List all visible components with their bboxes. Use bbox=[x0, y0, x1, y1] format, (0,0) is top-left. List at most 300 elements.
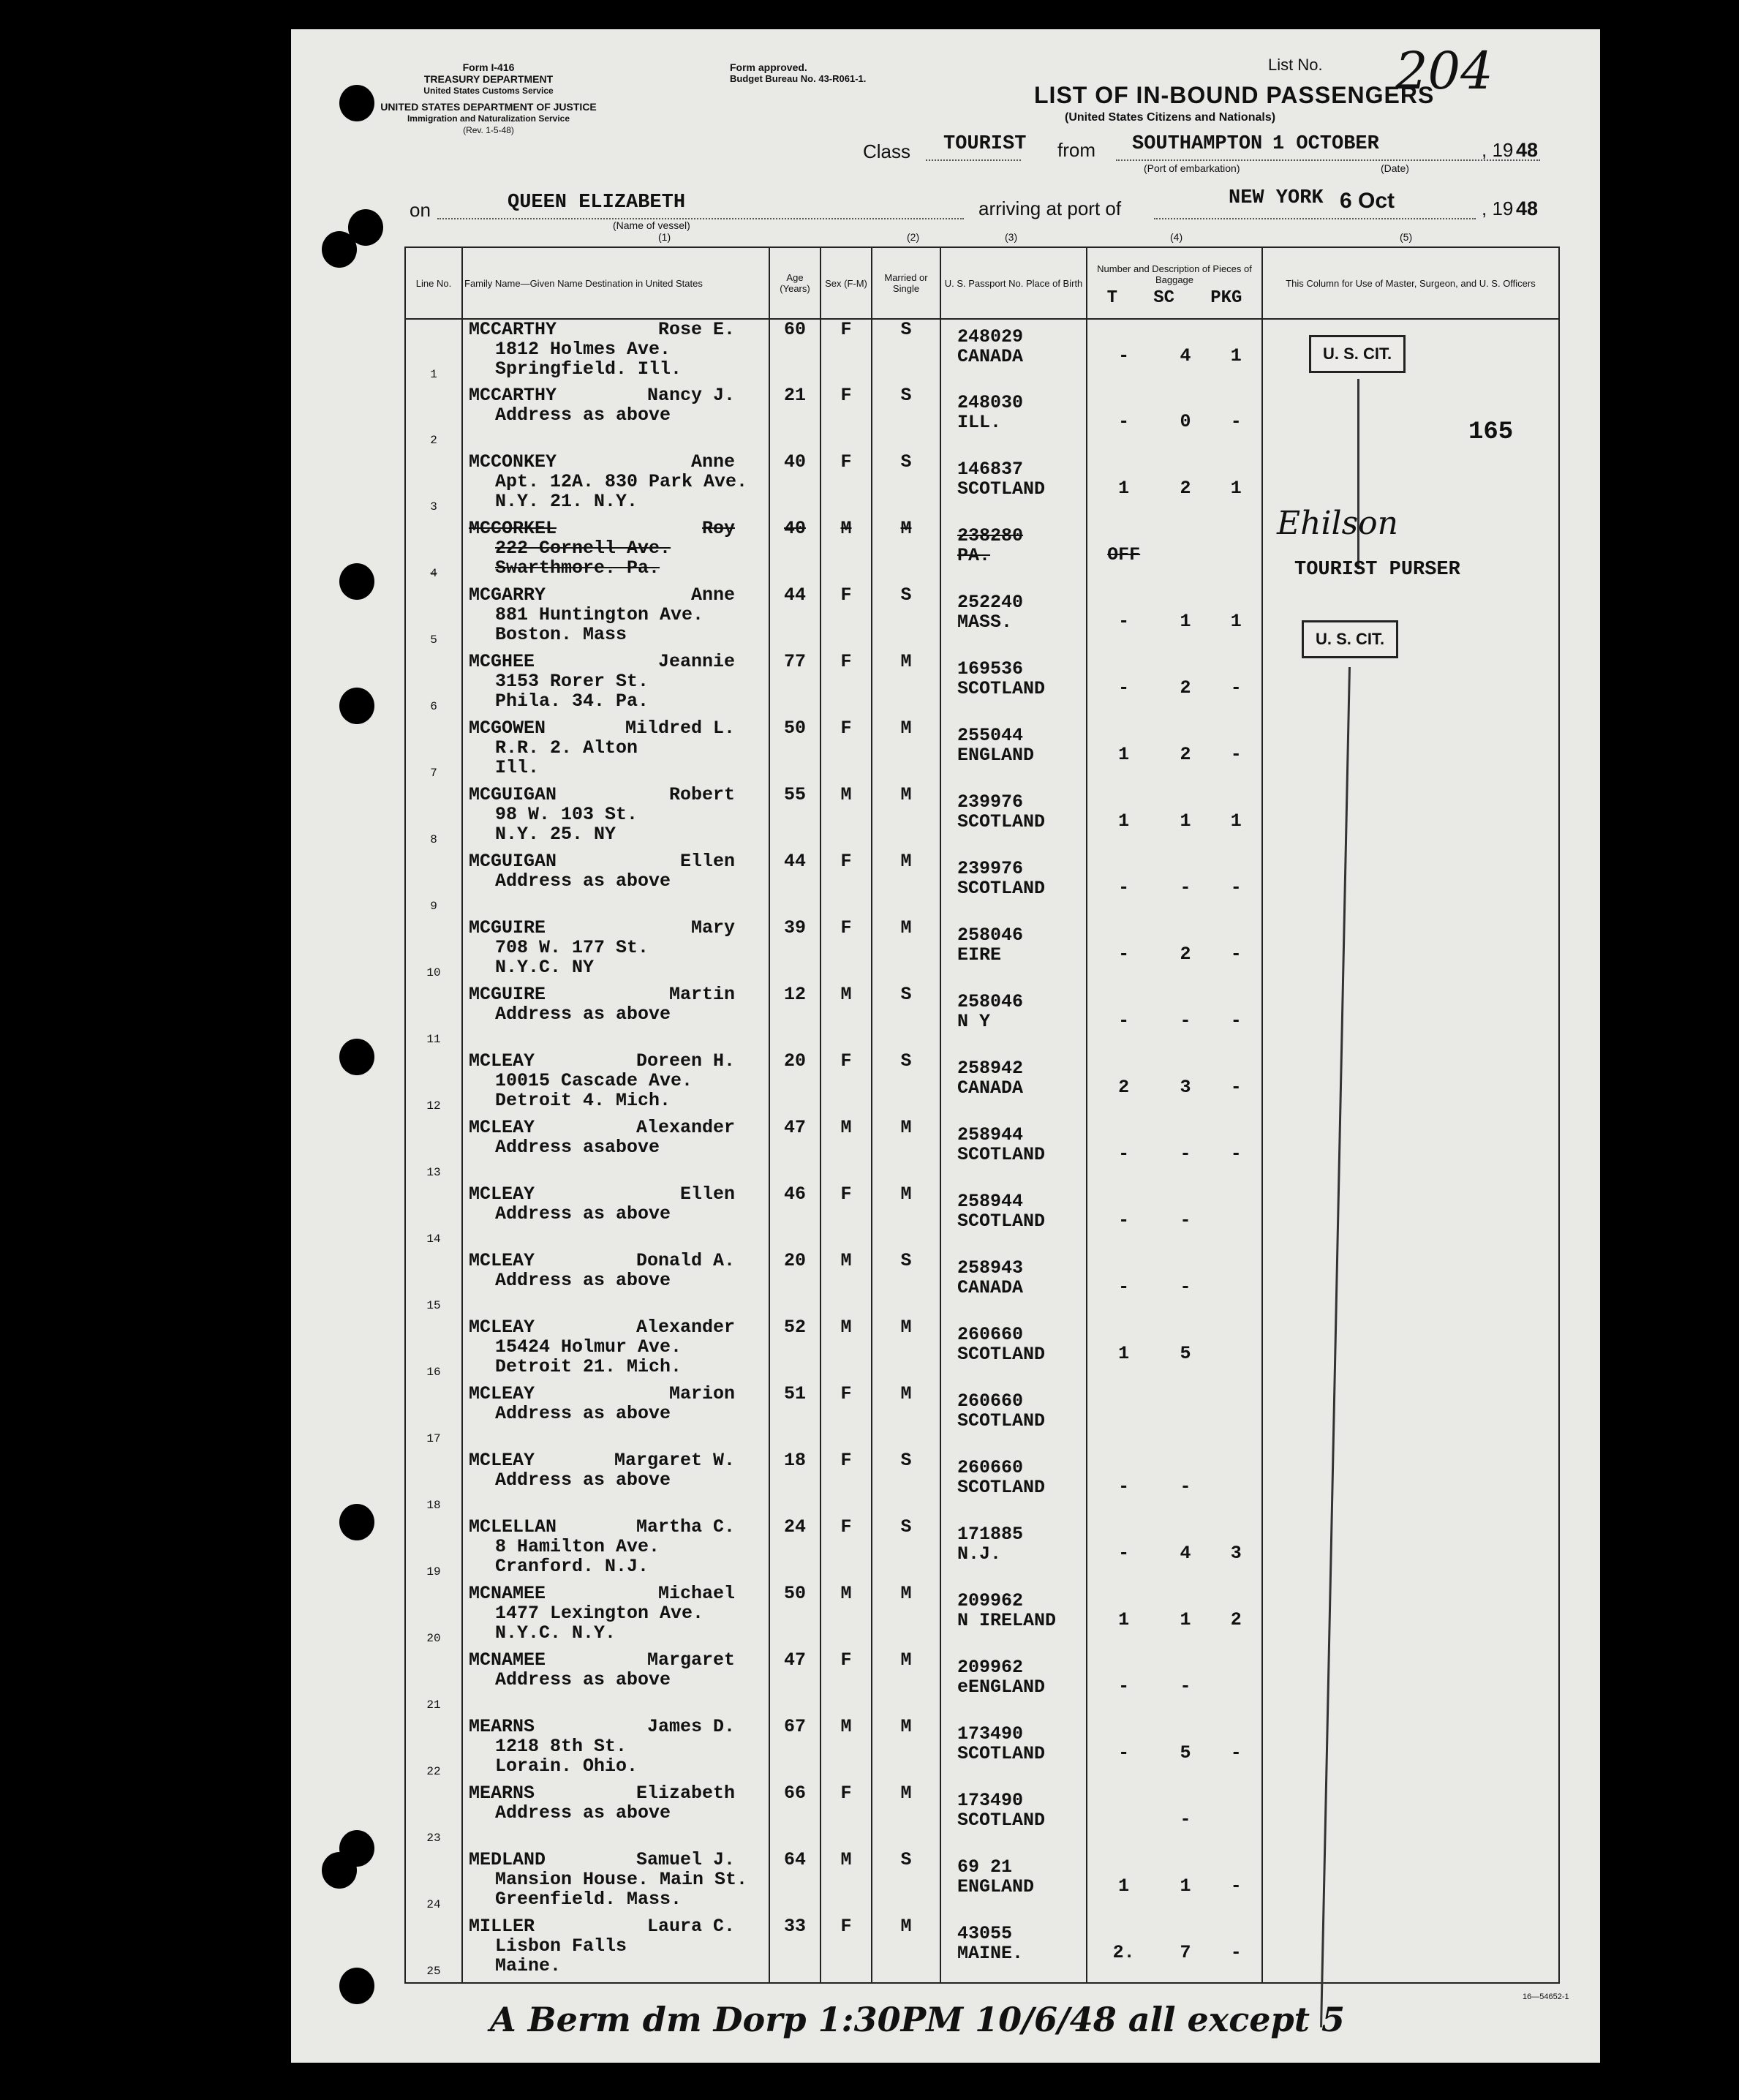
address-line-2: Address asabove bbox=[495, 1137, 660, 1158]
bag-t: - bbox=[1118, 411, 1130, 432]
name-line bbox=[469, 1118, 769, 1137]
passport-cell bbox=[940, 985, 1087, 1051]
baggage-values bbox=[1087, 1584, 1261, 1630]
table-row bbox=[405, 385, 1559, 452]
line-number-text: 10 bbox=[426, 966, 441, 979]
marital-status: M bbox=[872, 1783, 940, 1850]
family-name: MCLEAY bbox=[469, 1317, 535, 1338]
table-row bbox=[405, 1118, 1559, 1184]
sex: F bbox=[821, 1916, 872, 1983]
officer-cell bbox=[1262, 1317, 1559, 1384]
bag-pkg bbox=[1225, 1211, 1247, 1230]
age: 50 bbox=[769, 718, 821, 785]
bag-pkg bbox=[1225, 1810, 1247, 1829]
baggage-values bbox=[1087, 918, 1261, 964]
bag-sc: 1 bbox=[1180, 1875, 1191, 1897]
given-name: Robert bbox=[668, 785, 735, 805]
bag-pkg: 2 bbox=[1230, 1609, 1242, 1630]
line-number bbox=[405, 652, 462, 718]
bag-t: 1 bbox=[1118, 810, 1130, 832]
given-name: Anne bbox=[690, 585, 735, 606]
officer-cell bbox=[1262, 851, 1559, 918]
officer-cell bbox=[1262, 785, 1559, 851]
address-line-2: Springfield. Ill. bbox=[495, 358, 682, 380]
family-name: MEDLAND bbox=[469, 1850, 546, 1870]
name-line bbox=[469, 1384, 769, 1404]
passport-cell bbox=[940, 1384, 1087, 1450]
address-line-2: N.Y.C. N.Y. bbox=[495, 1622, 616, 1644]
line-number bbox=[405, 1916, 462, 1983]
form-footer-code: 16—54652-1 bbox=[1523, 1992, 1569, 2001]
bag-t: 1 bbox=[1118, 1875, 1130, 1897]
sex: F bbox=[821, 1783, 872, 1850]
address-line-2: Address as above bbox=[495, 1270, 671, 1291]
passport-cell bbox=[940, 1450, 1087, 1517]
bag-t: - bbox=[1118, 1010, 1130, 1031]
age: 60 bbox=[769, 319, 821, 385]
year-prefix-2: , 19 bbox=[1482, 197, 1514, 219]
us-citizen-stamp-2: U. S. CIT. bbox=[1302, 620, 1398, 658]
name-line bbox=[469, 918, 769, 938]
line-number bbox=[405, 985, 462, 1051]
age: 20 bbox=[769, 1251, 821, 1317]
baggage-values bbox=[1087, 385, 1261, 432]
place-of-birth: SCOTLAND bbox=[957, 1743, 1046, 1764]
passenger-cell bbox=[462, 785, 769, 851]
name-line bbox=[469, 1584, 769, 1603]
sex: F bbox=[821, 1517, 872, 1584]
col-baggage bbox=[1087, 247, 1262, 319]
place-of-birth: ILL. bbox=[957, 412, 1002, 433]
bag-sc: 2 bbox=[1180, 478, 1191, 499]
customs-service: United States Customs Service bbox=[423, 86, 554, 96]
line-number-text: 19 bbox=[426, 1565, 441, 1578]
table-row bbox=[405, 1184, 1559, 1251]
passport-number: 171885 bbox=[957, 1524, 1024, 1545]
bag-pkg: - bbox=[1230, 1942, 1242, 1963]
line-number-text: 22 bbox=[426, 1765, 441, 1778]
passport-cell bbox=[940, 452, 1087, 519]
passenger-cell bbox=[462, 385, 769, 452]
passport-cell bbox=[940, 785, 1087, 851]
sex: F bbox=[821, 1051, 872, 1118]
address-line-2: N.Y.C. NY bbox=[495, 957, 595, 978]
bag-pkg: - bbox=[1230, 1875, 1242, 1897]
line-number-text: 23 bbox=[426, 1832, 441, 1845]
line-number bbox=[405, 452, 462, 519]
bag-t: 2. bbox=[1112, 1942, 1135, 1963]
place-of-birth: SCOTLAND bbox=[957, 1211, 1046, 1232]
bag-t: - bbox=[1118, 677, 1130, 699]
table-row bbox=[405, 851, 1559, 918]
passport-cell bbox=[940, 1916, 1087, 1983]
passport-number: 239976 bbox=[957, 791, 1024, 813]
age: 12 bbox=[769, 985, 821, 1051]
bag-pkg: 1 bbox=[1230, 478, 1242, 499]
baggage-values bbox=[1087, 1783, 1261, 1829]
baggage-cell bbox=[1087, 1850, 1262, 1916]
place-of-birth: SCOTLAND bbox=[957, 1344, 1046, 1365]
family-name: MEARNS bbox=[469, 1783, 535, 1804]
passport-cell bbox=[940, 585, 1087, 652]
baggage-cell bbox=[1087, 385, 1262, 452]
address-line-1: 1477 Lexington Ave. bbox=[495, 1603, 704, 1624]
line-number bbox=[405, 918, 462, 985]
sex: M bbox=[821, 1118, 872, 1184]
baggage-cell bbox=[1087, 1783, 1262, 1850]
line-number bbox=[405, 1717, 462, 1783]
line-number bbox=[405, 1850, 462, 1916]
name-line bbox=[469, 585, 769, 605]
name-line bbox=[469, 718, 769, 738]
address-line-2: Ill. bbox=[495, 757, 540, 778]
bag-sc: 5 bbox=[1180, 1742, 1191, 1764]
bag-pkg: - bbox=[1230, 1010, 1242, 1031]
passport-number: 43055 bbox=[957, 1923, 1013, 1944]
departure-date: 1 OCTOBER bbox=[1272, 133, 1379, 155]
name-line bbox=[469, 1317, 769, 1337]
passenger-cell bbox=[462, 1850, 769, 1916]
name-line bbox=[469, 785, 769, 805]
place-of-birth: CANADA bbox=[957, 1277, 1024, 1298]
baggage-values bbox=[1087, 452, 1261, 498]
marital-status: M bbox=[872, 918, 940, 985]
arrival-port: NEW YORK bbox=[1229, 187, 1324, 209]
address-line-2: Address as above bbox=[495, 404, 671, 426]
officer-cell bbox=[1262, 1850, 1559, 1916]
name-line bbox=[469, 452, 769, 472]
family-name: MCCONKEY bbox=[469, 452, 557, 473]
baggage-cell bbox=[1087, 1384, 1262, 1450]
passport-number: 169536 bbox=[957, 658, 1024, 680]
binder-hole bbox=[322, 231, 357, 268]
baggage-values bbox=[1087, 1650, 1261, 1696]
baggage-cell bbox=[1087, 1051, 1262, 1118]
name-line bbox=[469, 1783, 769, 1803]
marital-status: S bbox=[872, 385, 940, 452]
binder-hole bbox=[339, 563, 374, 600]
passport-cell bbox=[940, 1118, 1087, 1184]
baggage-cell bbox=[1087, 585, 1262, 652]
baggage-values bbox=[1087, 985, 1261, 1031]
binder-hole bbox=[339, 1968, 374, 2004]
given-name: Mildred L. bbox=[625, 718, 735, 739]
passport-number: 209962 bbox=[957, 1590, 1024, 1611]
table-row bbox=[405, 1517, 1559, 1584]
line-number-text: 12 bbox=[426, 1099, 441, 1113]
address-line-1: 708 W. 177 St. bbox=[495, 937, 649, 958]
sex: F bbox=[821, 1650, 872, 1717]
from-label: from bbox=[1057, 139, 1095, 161]
col-passport: U. S. Passport No. Place of Birth bbox=[940, 247, 1087, 319]
line-number-text: 11 bbox=[426, 1033, 441, 1046]
address-line-1: 15424 Holmur Ave. bbox=[495, 1336, 682, 1358]
given-name: Martin bbox=[668, 985, 735, 1005]
passport-number: 255044 bbox=[957, 725, 1024, 746]
col-sex: Sex (F-M) bbox=[821, 247, 872, 319]
address-line-2: N.Y. 25. NY bbox=[495, 824, 616, 845]
line-number-text: 25 bbox=[426, 1965, 441, 1978]
sex: F bbox=[821, 1184, 872, 1251]
sex: M bbox=[821, 785, 872, 851]
vessel-underline bbox=[437, 218, 964, 219]
passport-cell bbox=[940, 1051, 1087, 1118]
baggage-values bbox=[1087, 652, 1261, 698]
manifest-page bbox=[291, 29, 1600, 2063]
baggage-cell bbox=[1087, 1650, 1262, 1717]
binder-hole bbox=[322, 1852, 357, 1889]
table-row bbox=[405, 1384, 1559, 1450]
officer-cell bbox=[1262, 1051, 1559, 1118]
bag-t: - bbox=[1118, 345, 1130, 366]
treasury-dept: TREASURY DEPARTMENT bbox=[423, 73, 554, 85]
family-name: MCLEAY bbox=[469, 1118, 535, 1138]
baggage-cell bbox=[1087, 1717, 1262, 1783]
age: 47 bbox=[769, 1650, 821, 1717]
line-number bbox=[405, 519, 462, 585]
line-number-text: 4 bbox=[430, 567, 437, 580]
marital-status: S bbox=[872, 1517, 940, 1584]
address-line-1: Mansion House. Main St. bbox=[495, 1869, 748, 1890]
name-line bbox=[469, 385, 769, 405]
place-of-birth: SCOTLAND bbox=[957, 478, 1046, 500]
col-line-no: Line No. bbox=[405, 247, 462, 319]
line-number bbox=[405, 319, 462, 385]
address-line-1: 1812 Holmes Ave. bbox=[495, 339, 671, 360]
passenger-cell bbox=[462, 718, 769, 785]
bag-sc: - bbox=[1180, 1276, 1191, 1298]
bag-pkg: 1 bbox=[1230, 810, 1242, 832]
line-number bbox=[405, 1450, 462, 1517]
baggage-cell bbox=[1087, 1184, 1262, 1251]
passenger-cell bbox=[462, 1184, 769, 1251]
bag-sc: - bbox=[1180, 1476, 1191, 1497]
given-name: Anne bbox=[690, 452, 735, 473]
year-prefix-1: , 19 bbox=[1482, 139, 1514, 161]
passport-number: 173490 bbox=[957, 1723, 1024, 1745]
year-1: 48 bbox=[1516, 139, 1539, 161]
family-name: MCGUIGAN bbox=[469, 851, 557, 872]
sex: M bbox=[821, 1584, 872, 1650]
line-number-text: 20 bbox=[426, 1632, 441, 1645]
address-line-1: 881 Huntington Ave. bbox=[495, 604, 704, 625]
family-name: MCLEAY bbox=[469, 1450, 535, 1471]
col-num-3: (3) bbox=[1005, 231, 1018, 243]
bag-pkg: 3 bbox=[1230, 1543, 1242, 1564]
passport-number: 238280 bbox=[957, 525, 1024, 546]
line-number bbox=[405, 385, 462, 452]
line-number-text: 8 bbox=[430, 833, 437, 846]
baggage-cell bbox=[1087, 851, 1262, 918]
bag-t: - bbox=[1118, 1476, 1130, 1497]
bag-t: - bbox=[1118, 611, 1130, 632]
bag-t: 1 bbox=[1118, 744, 1130, 765]
family-name: MEARNS bbox=[469, 1717, 535, 1737]
passenger-cell bbox=[462, 1517, 769, 1584]
baggage-cell bbox=[1087, 1584, 1262, 1650]
line-number bbox=[405, 1384, 462, 1450]
given-name: Margaret W. bbox=[614, 1450, 735, 1471]
baggage-cell bbox=[1087, 718, 1262, 785]
officer-cell bbox=[1262, 1584, 1559, 1650]
name-line bbox=[469, 985, 769, 1004]
line-number-text: 7 bbox=[430, 767, 437, 780]
officer-cell bbox=[1262, 1118, 1559, 1184]
baggage-cell bbox=[1087, 452, 1262, 519]
table-row bbox=[405, 1450, 1559, 1517]
passenger-cell bbox=[462, 585, 769, 652]
passport-number: 209962 bbox=[957, 1657, 1024, 1678]
officer-cell bbox=[1262, 319, 1559, 385]
marital-status: S bbox=[872, 985, 940, 1051]
family-name: MCNAMEE bbox=[469, 1650, 546, 1671]
passport-number: 146837 bbox=[957, 459, 1024, 480]
passport-cell bbox=[940, 1517, 1087, 1584]
address-line-1: 8 Hamilton Ave. bbox=[495, 1536, 660, 1557]
table-row bbox=[405, 652, 1559, 718]
address-line-2: Boston. Mass bbox=[495, 624, 627, 645]
address-line-2: Maine. bbox=[495, 1955, 562, 1976]
date-caption: (Date) bbox=[1381, 162, 1409, 174]
passport-number: 239976 bbox=[957, 858, 1024, 879]
baggage-values bbox=[1087, 1517, 1261, 1563]
baggage-values bbox=[1087, 1450, 1261, 1497]
passenger-cell bbox=[462, 1916, 769, 1983]
address-line-2: N.Y. 21. N.Y. bbox=[495, 491, 638, 512]
name-line bbox=[469, 851, 769, 871]
passport-number: 252240 bbox=[957, 592, 1024, 613]
line-number bbox=[405, 1251, 462, 1317]
place-of-birth: SCOTLAND bbox=[957, 811, 1046, 832]
name-line bbox=[469, 1450, 769, 1470]
passport-cell bbox=[940, 319, 1087, 385]
line-number-text: 21 bbox=[426, 1698, 441, 1712]
port-of-embarkation: SOUTHAMPTON bbox=[1132, 133, 1263, 155]
line-number-text: 2 bbox=[430, 434, 437, 447]
given-name: Donald A. bbox=[635, 1251, 735, 1271]
bag-t: - bbox=[1118, 1742, 1130, 1764]
bag-pkg bbox=[1225, 1344, 1247, 1363]
baggage-values bbox=[1087, 1251, 1261, 1297]
age: 77 bbox=[769, 652, 821, 718]
passport-number: 258046 bbox=[957, 925, 1024, 946]
line-number bbox=[405, 718, 462, 785]
age: 64 bbox=[769, 1850, 821, 1916]
sex: F bbox=[821, 585, 872, 652]
passport-number: 258944 bbox=[957, 1124, 1024, 1145]
address-line-1: 222 Cornell Ave. bbox=[495, 538, 671, 559]
bag-t: 1 bbox=[1118, 1343, 1130, 1364]
class-value: TOURIST bbox=[943, 133, 1027, 155]
age: 40 bbox=[769, 452, 821, 519]
family-name: MCGUIRE bbox=[469, 985, 546, 1005]
baggage-values bbox=[1087, 718, 1261, 764]
table-row bbox=[405, 1850, 1559, 1916]
sex: F bbox=[821, 452, 872, 519]
place-of-birth: SCOTLAND bbox=[957, 1477, 1046, 1498]
passenger-cell bbox=[462, 1650, 769, 1717]
place-of-birth: SCOTLAND bbox=[957, 1810, 1046, 1831]
passport-number: 258944 bbox=[957, 1191, 1024, 1212]
passport-cell bbox=[940, 1783, 1087, 1850]
baggage-cell bbox=[1087, 519, 1262, 585]
line-number bbox=[405, 1650, 462, 1717]
bag-t: 2 bbox=[1118, 1077, 1130, 1098]
age: 20 bbox=[769, 1051, 821, 1118]
family-name: MILLER bbox=[469, 1916, 535, 1937]
line-number-text: 1 bbox=[430, 368, 437, 381]
passport-cell bbox=[940, 1650, 1087, 1717]
form-number: Form I-416 bbox=[462, 61, 515, 73]
family-name: MCCORKEL bbox=[469, 519, 557, 539]
line-number-text: 9 bbox=[430, 900, 437, 913]
line-number-text: 17 bbox=[426, 1432, 441, 1445]
age: 50 bbox=[769, 1584, 821, 1650]
form-subtitle: (United States Citizens and Nationals) bbox=[1065, 111, 1276, 124]
passport-number: 258046 bbox=[957, 991, 1024, 1012]
table-row bbox=[405, 1051, 1559, 1118]
line-number bbox=[405, 1118, 462, 1184]
given-name: Alexander bbox=[635, 1118, 735, 1138]
bag-sc: 4 bbox=[1180, 1543, 1191, 1564]
passport-cell bbox=[940, 1317, 1087, 1384]
bag-pkg-header: PKG bbox=[1210, 287, 1242, 308]
place-of-birth: ENGLAND bbox=[957, 1876, 1035, 1897]
bag-pkg: - bbox=[1230, 944, 1242, 965]
tourist-purser: TOURIST PURSER bbox=[1294, 559, 1460, 581]
name-line bbox=[469, 1051, 769, 1071]
form-approval: Form approved. Budget Bureau No. 43-R061-1. bbox=[730, 61, 867, 84]
address-line-2: Address as above bbox=[495, 870, 671, 892]
address-line-2: Phila. 34. Pa. bbox=[495, 690, 649, 712]
us-citizen-stamp: U. S. CIT. bbox=[1309, 335, 1406, 373]
vessel-caption: (Name of vessel) bbox=[613, 219, 690, 231]
age: 52 bbox=[769, 1317, 821, 1384]
bag-sc: 5 bbox=[1180, 1343, 1191, 1364]
arrival-date: 6 Oct bbox=[1340, 189, 1395, 213]
port-underline bbox=[1116, 159, 1540, 161]
name-line bbox=[469, 652, 769, 671]
age: 40 bbox=[769, 519, 821, 585]
marital-status: M bbox=[872, 1650, 940, 1717]
sex: M bbox=[821, 519, 872, 585]
address-line-2: Lorain. Ohio. bbox=[495, 1755, 638, 1777]
bag-t-header: T bbox=[1106, 287, 1117, 308]
given-name: Ellen bbox=[679, 851, 735, 872]
baggage-values bbox=[1087, 1916, 1261, 1962]
bag-t: - bbox=[1118, 877, 1130, 898]
bag-t bbox=[1102, 1810, 1146, 1829]
baggage-cell bbox=[1087, 1118, 1262, 1184]
bag-pkg: - bbox=[1230, 1143, 1242, 1164]
passport-number: 260660 bbox=[957, 1390, 1024, 1412]
name-line bbox=[469, 1650, 769, 1670]
marital-status: S bbox=[872, 319, 940, 385]
address-line-1: 10015 Cascade Ave. bbox=[495, 1070, 693, 1091]
bag-sc-header: SC bbox=[1153, 287, 1174, 308]
port-caption: (Port of embarkation) bbox=[1144, 162, 1240, 174]
bag-pkg bbox=[1225, 1277, 1247, 1297]
line-number-text: 14 bbox=[426, 1232, 441, 1246]
binder-hole bbox=[339, 1039, 374, 1075]
age: 21 bbox=[769, 385, 821, 452]
address-line-1: R.R. 2. Alton bbox=[495, 737, 638, 759]
officer-cell bbox=[1262, 385, 1559, 452]
officer-cell bbox=[1262, 1251, 1559, 1317]
age: 18 bbox=[769, 1450, 821, 1517]
line-number bbox=[405, 1517, 462, 1584]
passport-cell bbox=[940, 385, 1087, 452]
